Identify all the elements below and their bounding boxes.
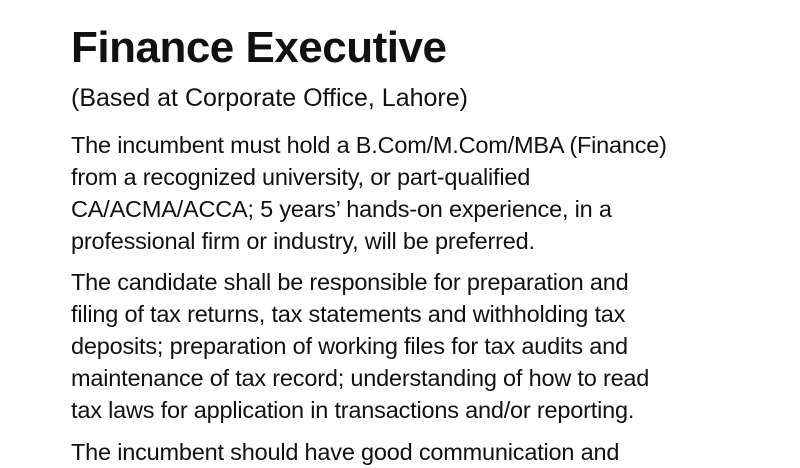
paragraph-line: professional firm or industry, will be preferred. <box>71 228 535 254</box>
paragraph-line: from a recognized university, or part-qualified <box>71 164 531 190</box>
paragraph-line: deposits; preparation of working files for tax audits and <box>71 333 628 359</box>
paragraph-line: maintenance of tax record; understanding of how to read <box>71 365 650 391</box>
job-location: (Based at Corporate Office, Lahore) <box>71 84 468 112</box>
job-title: Finance Executive <box>71 23 447 72</box>
paragraph-line: The candidate shall be responsible for preparation and <box>71 269 629 295</box>
qualification-paragraph <box>71 129 667 257</box>
paragraph-line: The incumbent must hold a B.Com/M.Com/MBA (Finance) <box>71 132 667 158</box>
skills-paragraph <box>71 436 619 468</box>
paragraph-line: filing of tax returns, tax statements and withholding tax <box>71 301 626 327</box>
responsibilities-paragraph <box>71 266 649 426</box>
paragraph-line: CA/ACMA/ACCA; 5 years’ hands-on experience, in a <box>71 196 612 222</box>
paragraph-line: The incumbent should have good communication and <box>71 439 620 465</box>
paragraph-line: tax laws for application in transactions and/or reporting. <box>71 397 635 423</box>
